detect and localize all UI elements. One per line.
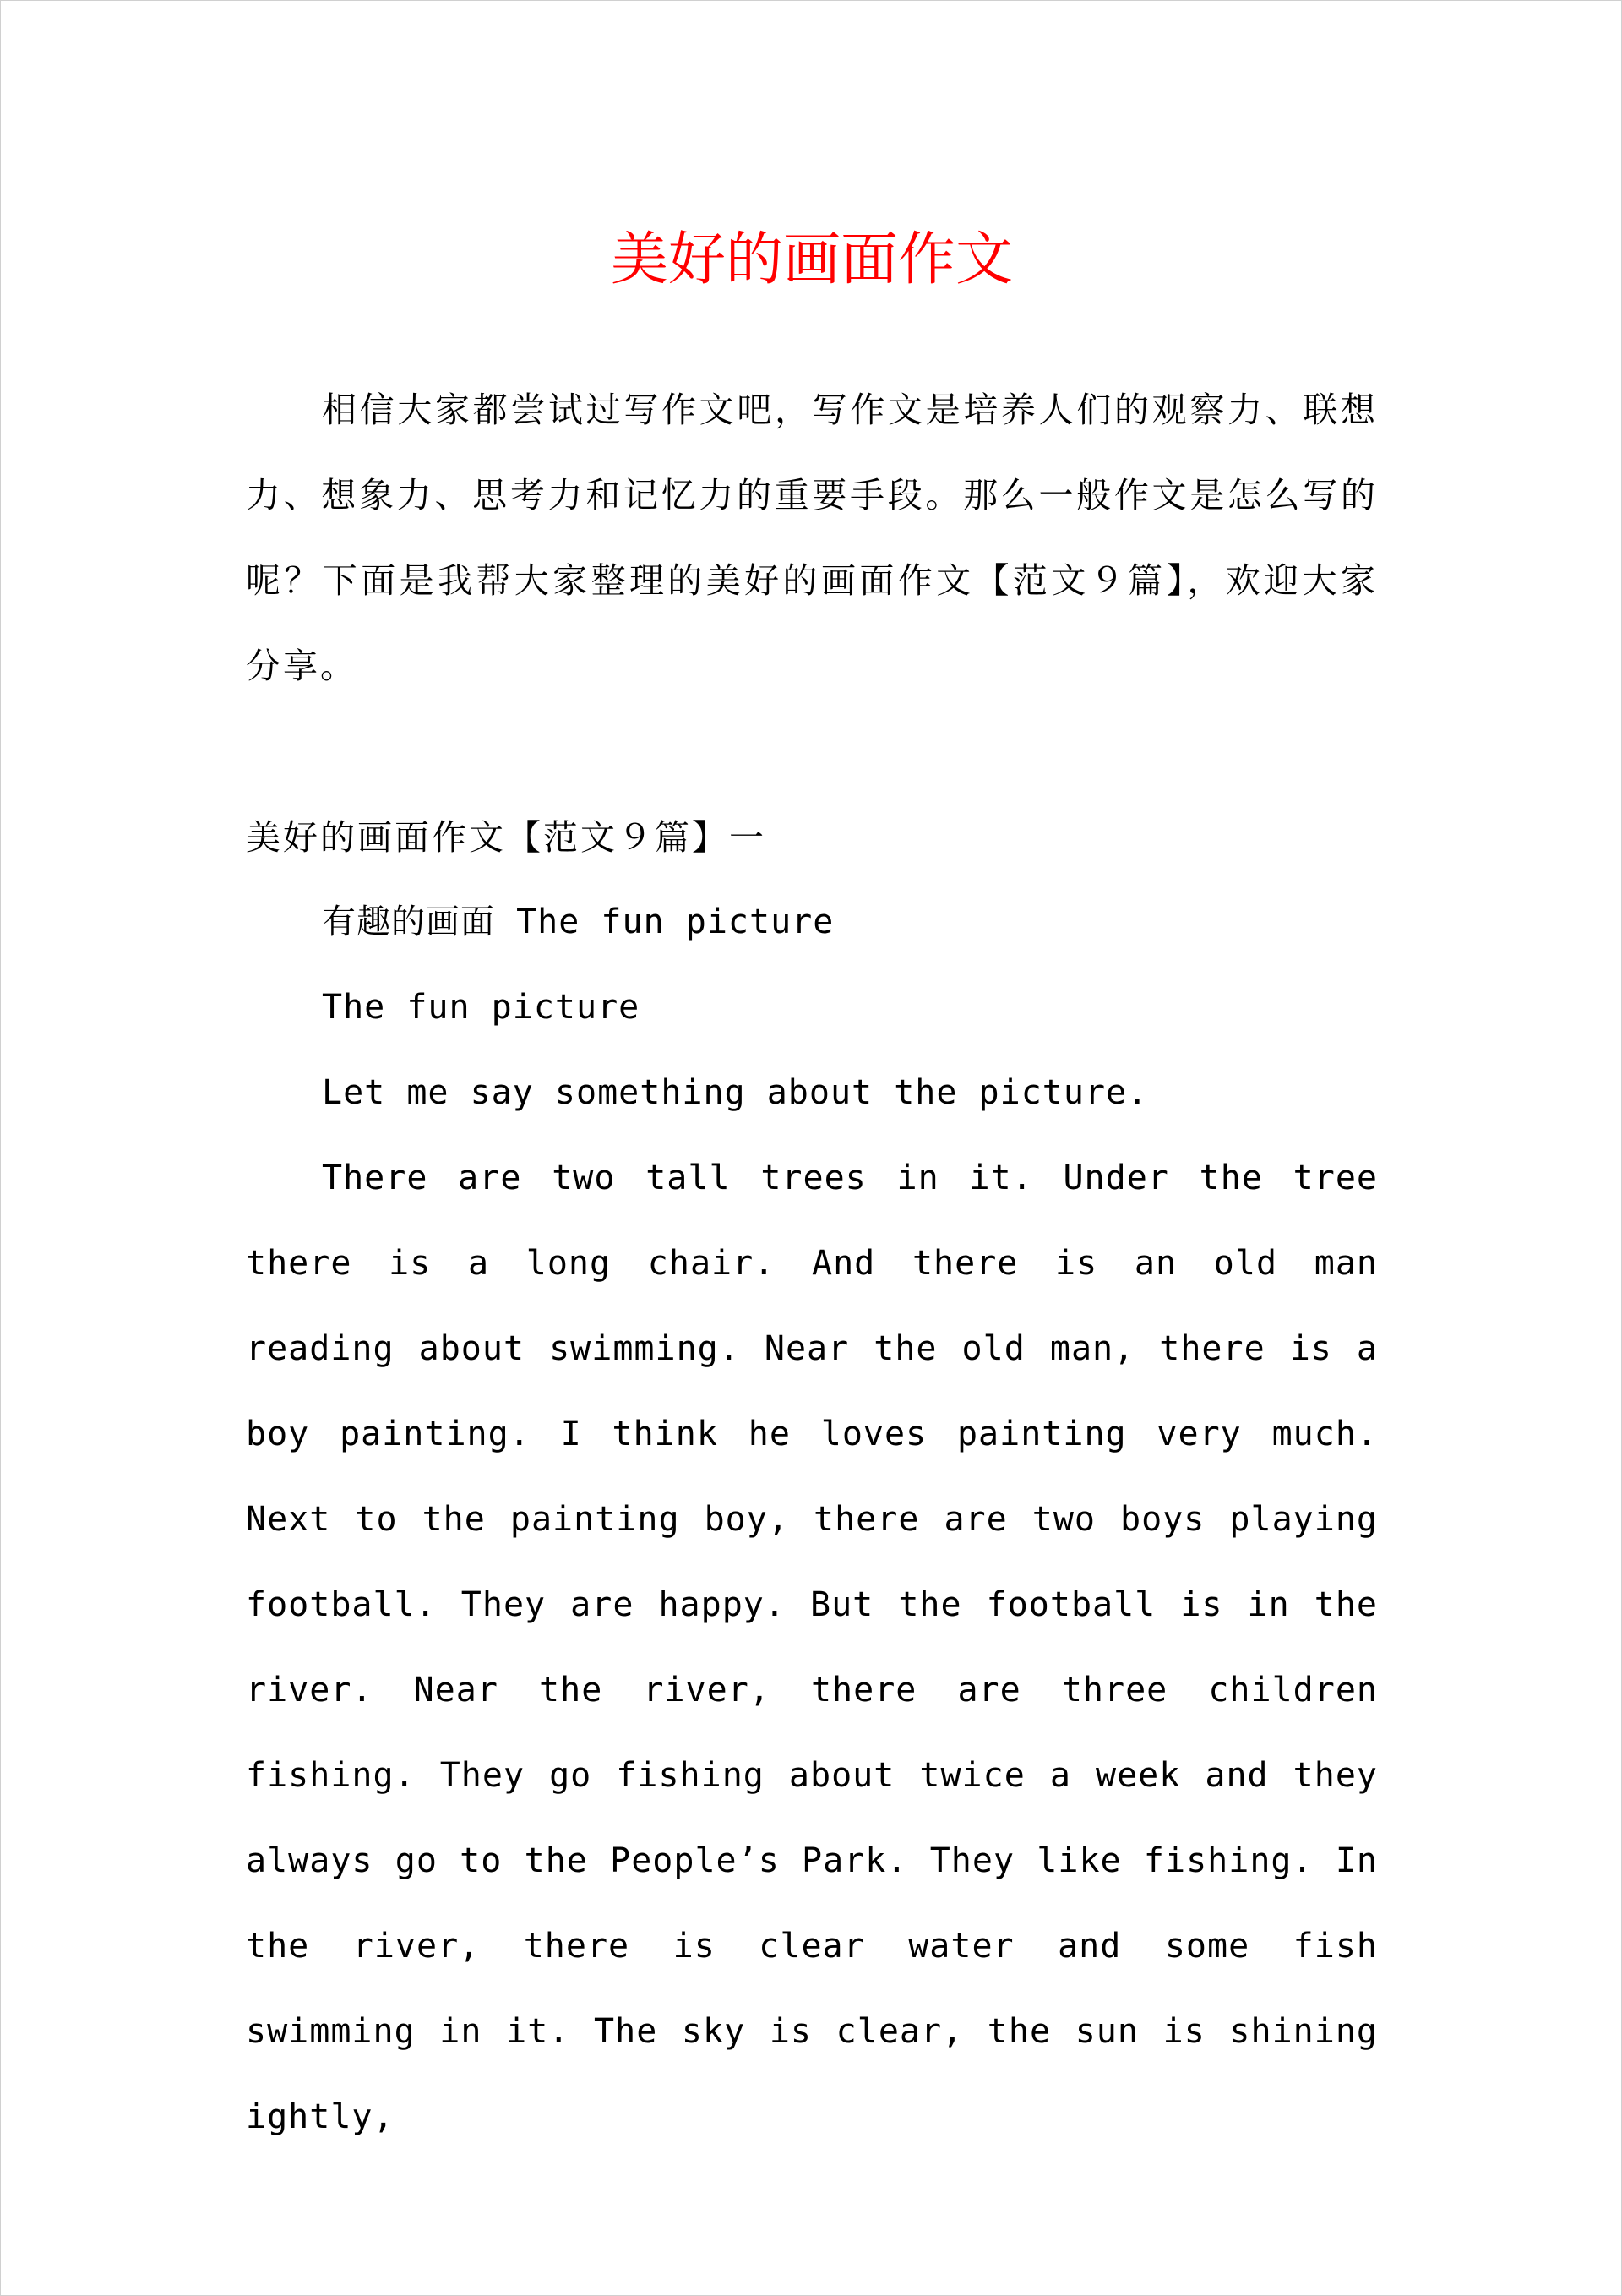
english-title-line: The fun picture: [322, 988, 640, 1027]
essay-title-line: 有趣的画面 The fun picture: [322, 903, 835, 941]
intro-paragraph: 相信大家都尝试过写作文吧，写作文是培养人们的观察力、联想力、想象力、思考力和记忆力的重要手段。那么一般作文是怎么写的呢？下面是我帮大家整理的美好的画面作文【范文９篇】，欢迎大家分享。: [246, 390, 1378, 686]
essay-body-paragraph: There are two tall trees in it. Under the tree there is a long chair. And there is an old man reading about swimming. Near the old man, there is a boy painting. I think he loves painting very much. Next to the painting boy, there are two boys playing football. They are happy. But the football is in the river. Near the river, there are three children fishing. They go fishing about twice a week and they always go to the People’s Park. They like fishing. In the river, there is clear water and some fish swimming in it. The sky is clear, the sun is shining ightly,: [246, 1159, 1378, 2136]
opening-line: Let me say something about the picture.: [322, 1073, 1149, 1112]
section-heading: 美好的画面作文【范文９篇】一: [246, 817, 766, 858]
document-title: 美好的画面作文: [610, 226, 1013, 293]
